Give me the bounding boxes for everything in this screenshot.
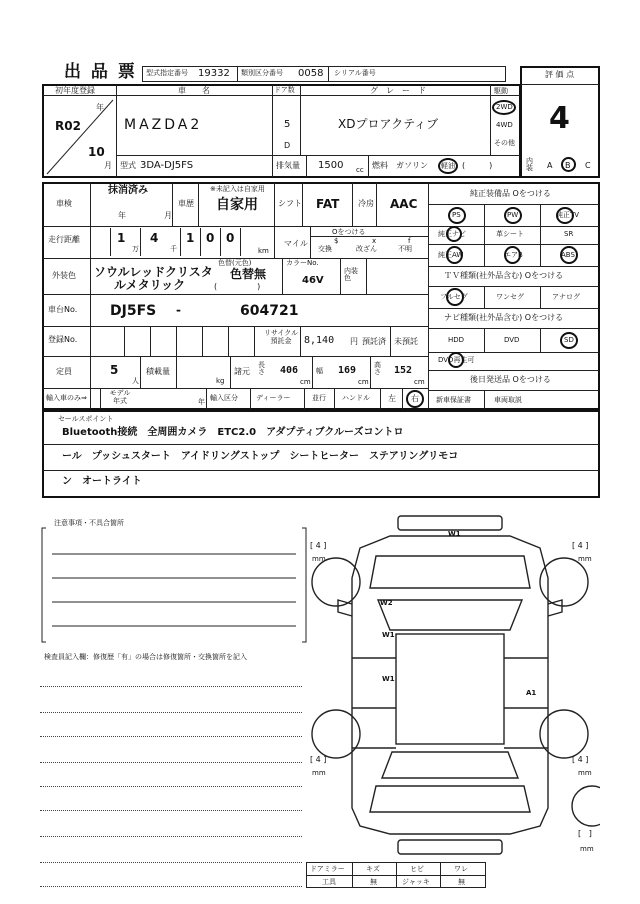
- acc-tools: 工具: [322, 878, 336, 886]
- sales-line-3: ン オートライト: [62, 476, 142, 487]
- caution-bracket: [40, 526, 310, 646]
- km-unit: km: [258, 247, 269, 255]
- first-reg-era: R02: [55, 119, 81, 133]
- chassis-label: 車台No.: [48, 305, 78, 314]
- recycle-unit: 円: [350, 337, 358, 346]
- recycle-label: リサイクル預託金: [263, 329, 299, 345]
- swap-label: 交換: [318, 245, 332, 253]
- score-label: 評 価 点: [545, 70, 575, 79]
- mark-a1: A1: [526, 689, 537, 697]
- tread-spare-unit: mm: [580, 845, 594, 853]
- width-value: 169: [338, 365, 357, 376]
- handle-label: ハンドル: [342, 394, 370, 402]
- history-note: ※未記入は自家用: [210, 185, 265, 193]
- mileage-d1: 1: [117, 231, 126, 245]
- mod-mark: x: [372, 237, 377, 245]
- tread-rr-unit: mm: [578, 769, 592, 777]
- color-change-label: 色替(元色): [218, 259, 252, 267]
- interior-label: 内装: [526, 157, 533, 172]
- dim-label: 諸元: [234, 367, 250, 376]
- color-label: 外装色: [52, 271, 76, 280]
- sheet-title: 出 品 票: [64, 62, 137, 82]
- equip-leather: 革シート: [496, 230, 524, 238]
- tv-full-seg: フルセグ: [440, 293, 468, 301]
- tv-one-seg: ワンセグ: [496, 293, 524, 301]
- equip-tv: 純正TV: [556, 211, 580, 219]
- equip-ps: PS: [452, 211, 461, 219]
- drive-2wd: 2WD: [496, 103, 513, 111]
- tread-fr-unit: mm: [578, 555, 592, 563]
- drive-label: 駆動: [494, 87, 508, 95]
- model-label: 型式: [120, 161, 136, 170]
- sales-label: セールスポイント: [58, 415, 114, 423]
- grade-value: XDプロアクティブ: [338, 117, 439, 131]
- wid-cm: cm: [358, 378, 369, 386]
- mark-w1-door-a: W1: [382, 631, 395, 639]
- later-manual: 車両取説: [494, 396, 522, 404]
- mark-w2: W2: [380, 599, 393, 607]
- color-name-2: ルメタリック: [114, 278, 186, 292]
- equip-title: 純正装備品 Oをつける: [470, 189, 551, 198]
- acc-jack: ジャッキ: [402, 878, 430, 886]
- tread-rr: [ 4 ]: [572, 755, 589, 764]
- model-year-label: モデル年式: [109, 389, 131, 405]
- recycle-unpaid: 未預託: [394, 337, 418, 346]
- navi-dvd: DVD: [504, 336, 520, 344]
- insp-month: 月: [164, 211, 172, 220]
- handle-right: 右: [411, 394, 419, 403]
- acc-crack: ヒビ: [410, 865, 424, 873]
- score-value: 4: [549, 101, 570, 136]
- caution-label: 注意事項・不具合箇所: [54, 519, 124, 527]
- history-label: 車歴: [178, 199, 194, 208]
- car-name-label: 車 名: [178, 86, 210, 95]
- car-name: MAZDA2: [124, 117, 203, 133]
- import-label: 輸入車のみ⇒: [46, 394, 87, 402]
- import-class-label: 輸入区分: [210, 394, 238, 402]
- height-value: 152: [394, 365, 413, 376]
- regno-label: 登録No.: [48, 335, 78, 344]
- color-change: 色替無: [230, 267, 267, 281]
- circle-hint: Oをつける: [332, 228, 366, 236]
- ac-label: 冷房: [358, 199, 374, 208]
- tread-fl-unit: mm: [312, 555, 326, 563]
- year-unit: 年: [96, 103, 104, 112]
- wid-label: 幅: [316, 367, 323, 375]
- model-cert-no: 19332: [198, 68, 230, 79]
- equip-airbag: エアB: [504, 251, 523, 259]
- recycle-paid: 預託済: [362, 337, 386, 346]
- tread-fr: [ 4 ]: [572, 541, 589, 550]
- navi-dvd-play: DVD再生可: [438, 356, 475, 364]
- len-label: 長さ: [258, 361, 265, 376]
- doors-label: ドア数: [274, 86, 295, 94]
- equip-navi: 純正ナビ: [438, 230, 466, 238]
- doors-value: 5: [284, 119, 291, 130]
- chassis-dash: -: [176, 303, 181, 317]
- mileage-man: 万: [132, 245, 139, 253]
- kg-unit: kg: [216, 377, 225, 385]
- length-value: 406: [280, 365, 299, 376]
- month-unit: 月: [104, 161, 112, 170]
- navi-hdd: HDD: [448, 336, 465, 344]
- sales-line-1: Bluetooth接続 全周囲カメラ ETC2.0 アダプティブクルーズコントロ: [62, 427, 404, 438]
- equip-abs: ABS: [561, 251, 575, 259]
- first-reg-month: 10: [88, 145, 105, 159]
- tread-rl-unit: mm: [312, 769, 326, 777]
- displacement: 1500: [318, 160, 344, 171]
- first-reg-label: 初年度登録: [55, 86, 95, 95]
- later-title: 後日発送品 Oをつける: [470, 375, 551, 384]
- mark-w1-door-b: W1: [382, 675, 395, 683]
- unk-mark: f: [408, 237, 411, 245]
- mileage-d5: 0: [226, 231, 235, 245]
- capacity-label: 定員: [56, 367, 72, 376]
- tread-rl: [ 4 ]: [310, 755, 327, 764]
- chassis-no: 604721: [240, 303, 299, 319]
- disp-label: 排気量: [276, 161, 300, 170]
- inspection-value: 抹消済み: [108, 185, 148, 196]
- insp-year: 年: [118, 211, 126, 220]
- person-unit: 人: [132, 377, 139, 385]
- acc-mirror: ドアミラー: [310, 865, 345, 873]
- model-year-unit: 年: [198, 398, 205, 406]
- mileage-d2: 4: [150, 231, 159, 245]
- tv-analog: アナログ: [552, 293, 580, 301]
- serial-label: シリアル番号: [334, 69, 376, 77]
- interior-c: C: [585, 161, 591, 170]
- interior-b: B: [565, 161, 571, 170]
- ac-value: AAC: [390, 197, 418, 211]
- fuel-other: ( ): [462, 161, 493, 170]
- handle-left: 左: [388, 394, 396, 403]
- modified-label: 改ざん: [356, 245, 377, 253]
- hei-cm: cm: [414, 378, 425, 386]
- equip-pw: PW: [507, 211, 519, 219]
- len-cm: cm: [300, 378, 311, 386]
- fuel-diesel: 軽油: [441, 162, 455, 170]
- inspection-label: 車検: [56, 199, 72, 208]
- mileage-d3: 1: [186, 231, 195, 245]
- unknown-label: 不明: [398, 245, 412, 253]
- swap-mark: $: [334, 237, 339, 245]
- model-value: 3DA-DJ5FS: [140, 160, 194, 171]
- car-damage-diagram: [300, 508, 600, 858]
- fuel-gasoline: ガソリン: [396, 161, 428, 170]
- mileage-sen: 千: [170, 245, 177, 253]
- navi-type-title: ナビ種類(社外品含む) Oをつける: [444, 313, 564, 322]
- drive-other: その他: [494, 139, 515, 147]
- door-type: D: [284, 141, 291, 150]
- recycle-value: 8,140: [304, 335, 335, 346]
- shift-value: FAT: [316, 197, 340, 211]
- grade-label: グ レ ー ド: [370, 86, 426, 95]
- shift-label: シフト: [278, 199, 302, 208]
- import-parallel: 並行: [312, 394, 326, 402]
- import-dealer: ディーラー: [256, 394, 291, 402]
- tread-fl: [ 4 ]: [310, 541, 327, 550]
- acc-scratch: キズ: [366, 865, 380, 873]
- equip-sr: SR: [564, 230, 574, 238]
- color-orig: ( ): [214, 282, 261, 291]
- color-name-1: ソウルレッドクリスタ: [94, 265, 213, 279]
- int-color-label: 内装色: [344, 267, 358, 282]
- cc-unit: cc: [356, 166, 364, 174]
- inspector-label: 検査員記入欄：修復歴「有」の場合は修復箇所・交換箇所を記入: [44, 653, 247, 661]
- mileage-d4: 0: [206, 231, 215, 245]
- acc-dent: ワレ: [454, 865, 468, 873]
- color-no-label: カラーNo.: [286, 259, 319, 267]
- acc-tools-none: 無: [370, 878, 377, 886]
- fuel-label: 燃料: [372, 161, 388, 170]
- color-no: 46V: [302, 275, 324, 286]
- mark-w1-front: W1: [448, 530, 461, 538]
- later-warranty: 新車保証書: [436, 396, 471, 404]
- chassis-prefix: DJ5FS: [110, 303, 157, 319]
- load-label: 積載量: [146, 367, 170, 376]
- interior-a: A: [547, 161, 553, 170]
- mileage-label: 走行距離: [48, 235, 80, 244]
- class-no: 0058: [298, 68, 324, 79]
- equip-aw: 純正AW: [438, 251, 464, 259]
- history-value: 自家用: [216, 197, 258, 213]
- hei-label: 高さ: [374, 361, 381, 376]
- tread-spare: [ ]: [578, 829, 592, 838]
- acc-jack-none: 無: [458, 878, 465, 886]
- drive-4wd: 4WD: [496, 121, 513, 129]
- class-label: 類別区分番号: [241, 69, 283, 77]
- mile-label: マイル: [284, 239, 308, 248]
- navi-sd: SD: [564, 336, 574, 344]
- capacity-value: 5: [110, 363, 119, 377]
- sales-line-2: ール プッシュスタート アイドリングストップ シートヒーター ステアリングリモコ: [62, 451, 459, 462]
- tv-type-title: ＴＶ種類(社外品含む) Oをつける: [444, 271, 564, 280]
- model-cert-label: 型式指定番号: [146, 69, 188, 77]
